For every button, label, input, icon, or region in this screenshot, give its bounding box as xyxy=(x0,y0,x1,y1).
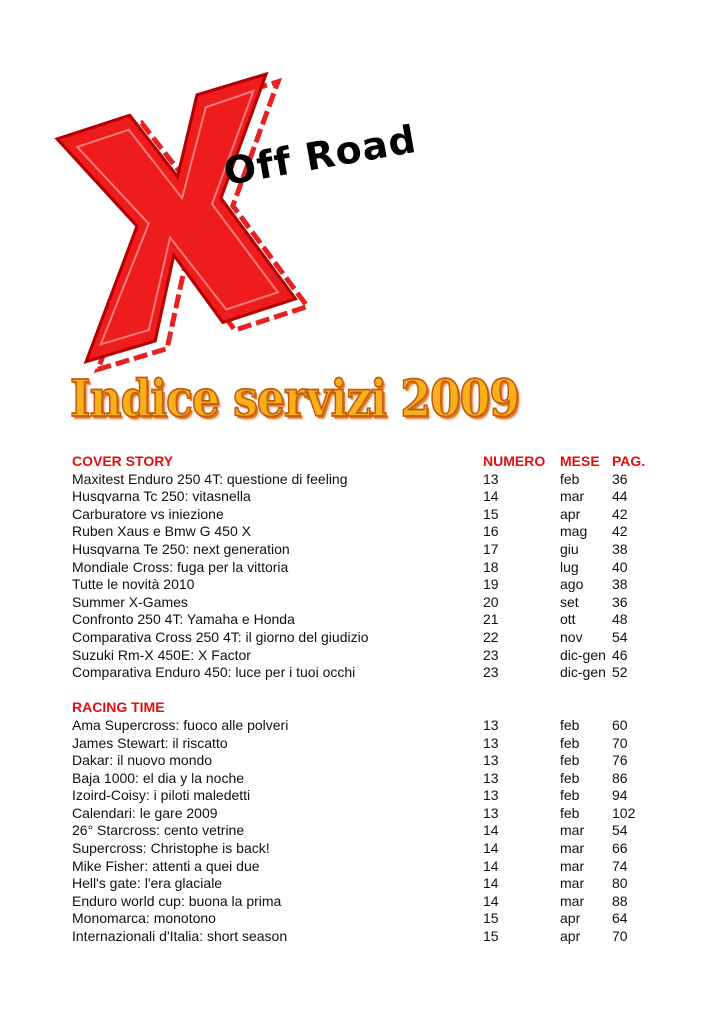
issue-month: lug xyxy=(560,558,579,575)
article-title: Comparativa Cross 250 4T: il giorno del giudizio xyxy=(72,628,369,645)
table-header-row xyxy=(72,453,672,471)
article-title: Hell's gate: l'era glaciale xyxy=(72,875,223,892)
page-number: 40 xyxy=(612,558,628,575)
page-number: 54 xyxy=(612,628,628,645)
table-row xyxy=(72,770,672,788)
table-row xyxy=(72,875,672,893)
article-title: Supercross: Christophe is back! xyxy=(72,840,270,857)
column-header-pag: PAG. xyxy=(612,453,646,469)
article-title: Internazionali d'Italia: short season xyxy=(72,928,288,945)
article-title: Ruben Xaus e Bmw G 450 X xyxy=(72,523,251,540)
issue-number: 13 xyxy=(483,769,499,786)
page-number: 80 xyxy=(612,875,628,892)
issue-month: mar xyxy=(560,840,585,857)
issue-number: 14 xyxy=(483,857,499,874)
article-title: Confronto 250 4T: Yamaha e Honda xyxy=(72,611,295,628)
article-title: Husqvarna Tc 250: vitasnella xyxy=(72,488,251,505)
column-header-mese: MESE xyxy=(560,453,600,469)
table-row xyxy=(72,611,672,629)
issue-number: 14 xyxy=(483,892,499,909)
table-row xyxy=(72,576,672,594)
table-row xyxy=(72,506,672,524)
table-row xyxy=(72,717,672,735)
table-row xyxy=(72,840,672,858)
issue-month: mar xyxy=(560,488,585,505)
page-number: 44 xyxy=(612,488,628,505)
page-number: 102 xyxy=(612,804,636,821)
issue-month: apr xyxy=(560,910,581,927)
issue-month: apr xyxy=(560,505,581,522)
table-row xyxy=(72,559,672,577)
article-title: James Stewart: il riscatto xyxy=(72,734,228,751)
issue-number: 16 xyxy=(483,523,499,540)
article-title: Izoird-Coisy: i piloti maledetti xyxy=(72,787,251,804)
issue-number: 21 xyxy=(483,611,499,628)
page-number: 88 xyxy=(612,892,628,909)
article-title: Baja 1000: el dia y la noche xyxy=(72,769,245,786)
section-heading-cover-story: COVER STORY xyxy=(72,453,174,469)
page-number: 38 xyxy=(612,540,628,557)
table-row xyxy=(72,752,672,770)
table-row xyxy=(72,647,672,665)
issue-number: 13 xyxy=(483,787,499,804)
issue-number: 18 xyxy=(483,558,499,575)
issue-month: feb xyxy=(560,470,580,487)
table-row xyxy=(72,523,672,541)
page-number: 66 xyxy=(612,840,628,857)
racing-time-heading-row xyxy=(72,699,672,717)
section-spacer xyxy=(72,682,672,700)
issue-month: feb xyxy=(560,804,580,821)
issue-month: feb xyxy=(560,734,580,751)
article-title: 26° Starcross: cento vetrine xyxy=(72,822,245,839)
article-title: Monomarca: monotono xyxy=(72,910,216,927)
section-heading-racing-time: RACING TIME xyxy=(72,699,165,716)
page-number: 70 xyxy=(612,928,628,945)
table-row xyxy=(72,822,672,840)
page-number: 60 xyxy=(612,716,628,733)
page-number: 70 xyxy=(612,734,628,751)
table-row xyxy=(72,541,672,559)
issue-number: 15 xyxy=(483,928,499,945)
page-title: Indice servizi 2009 xyxy=(70,370,519,429)
table-row xyxy=(72,928,672,946)
page-number: 86 xyxy=(612,769,628,786)
issue-number: 22 xyxy=(483,628,499,645)
issue-month: nov xyxy=(560,628,583,645)
article-title: Enduro world cup: buona la prima xyxy=(72,892,282,909)
article-title: Maxitest Enduro 250 4T: questione di feeling xyxy=(72,470,348,487)
issue-month: giu xyxy=(560,540,579,557)
page-number: 94 xyxy=(612,787,628,804)
issue-month: feb xyxy=(560,752,580,769)
issue-month: dic-gen xyxy=(560,664,606,681)
page-number: 52 xyxy=(612,664,628,681)
page-number: 74 xyxy=(612,857,628,874)
article-title: Mike Fisher: attenti a quei due xyxy=(72,857,260,874)
issue-number: 13 xyxy=(483,716,499,733)
issue-number: 17 xyxy=(483,540,499,557)
issue-number: 15 xyxy=(483,910,499,927)
issue-number: 20 xyxy=(483,593,499,610)
page-number: 36 xyxy=(612,470,628,487)
issue-number: 23 xyxy=(483,646,499,663)
article-title: Tutte le novità 2010 xyxy=(72,576,195,593)
page-number: 76 xyxy=(612,752,628,769)
column-header-numero: NUMERO xyxy=(483,453,546,469)
issue-number: 15 xyxy=(483,505,499,522)
table-row xyxy=(72,893,672,911)
issue-month: ago xyxy=(560,576,584,593)
table-row xyxy=(72,910,672,928)
page-number: 42 xyxy=(612,505,628,522)
issue-month: feb xyxy=(560,787,580,804)
issue-month: mar xyxy=(560,857,585,874)
index-table xyxy=(72,453,672,946)
page-number: 42 xyxy=(612,523,628,540)
article-title: Dakar: il nuovo mondo xyxy=(72,752,213,769)
article-title: Husqvarna Te 250: next generation xyxy=(72,540,290,557)
issue-number: 14 xyxy=(483,840,499,857)
table-row xyxy=(72,629,672,647)
issue-number: 13 xyxy=(483,734,499,751)
issue-number: 13 xyxy=(483,470,499,487)
issue-number: 14 xyxy=(483,488,499,505)
issue-number: 23 xyxy=(483,664,499,681)
article-title: Mondiale Cross: fuga per la vittoria xyxy=(72,558,289,575)
issue-month: mag xyxy=(560,523,588,540)
issue-month: feb xyxy=(560,769,580,786)
page-number: 64 xyxy=(612,910,628,927)
article-title: Suzuki Rm-X 450E: X Factor xyxy=(72,646,251,663)
issue-number: 19 xyxy=(483,576,499,593)
article-title: Carburatore vs iniezione xyxy=(72,505,224,522)
issue-month: dic-gen xyxy=(560,646,606,663)
issue-number: 14 xyxy=(483,822,499,839)
table-row xyxy=(72,858,672,876)
logo-off-road-text: Off Road xyxy=(220,116,420,194)
page-number: 54 xyxy=(612,822,628,839)
table-row xyxy=(72,488,672,506)
article-title: Comparativa Enduro 450: luce per i tuoi occhi xyxy=(72,664,356,681)
issue-number: 14 xyxy=(483,875,499,892)
article-title: Calendari: le gare 2009 xyxy=(72,804,218,821)
table-row xyxy=(72,471,672,489)
issue-month: ott xyxy=(560,611,576,628)
table-row xyxy=(72,664,672,682)
issue-number: 13 xyxy=(483,804,499,821)
page-number: 46 xyxy=(612,646,628,663)
page-number: 48 xyxy=(612,611,628,628)
racing-time-list xyxy=(72,717,672,946)
page-number: 36 xyxy=(612,593,628,610)
table-row xyxy=(72,735,672,753)
issue-month: feb xyxy=(560,716,580,733)
article-title: Ama Supercross: fuoco alle polveri xyxy=(72,716,289,733)
cover-story-list xyxy=(72,471,672,682)
article-title: Summer X-Games xyxy=(72,593,188,610)
issue-number: 13 xyxy=(483,752,499,769)
issue-month: mar xyxy=(560,822,585,839)
table-row xyxy=(72,787,672,805)
table-row xyxy=(72,805,672,823)
issue-month: set xyxy=(560,593,579,610)
issue-month: mar xyxy=(560,875,585,892)
issue-month: apr xyxy=(560,928,581,945)
table-row xyxy=(72,594,672,612)
issue-month: mar xyxy=(560,892,585,909)
page-number: 38 xyxy=(612,576,628,593)
